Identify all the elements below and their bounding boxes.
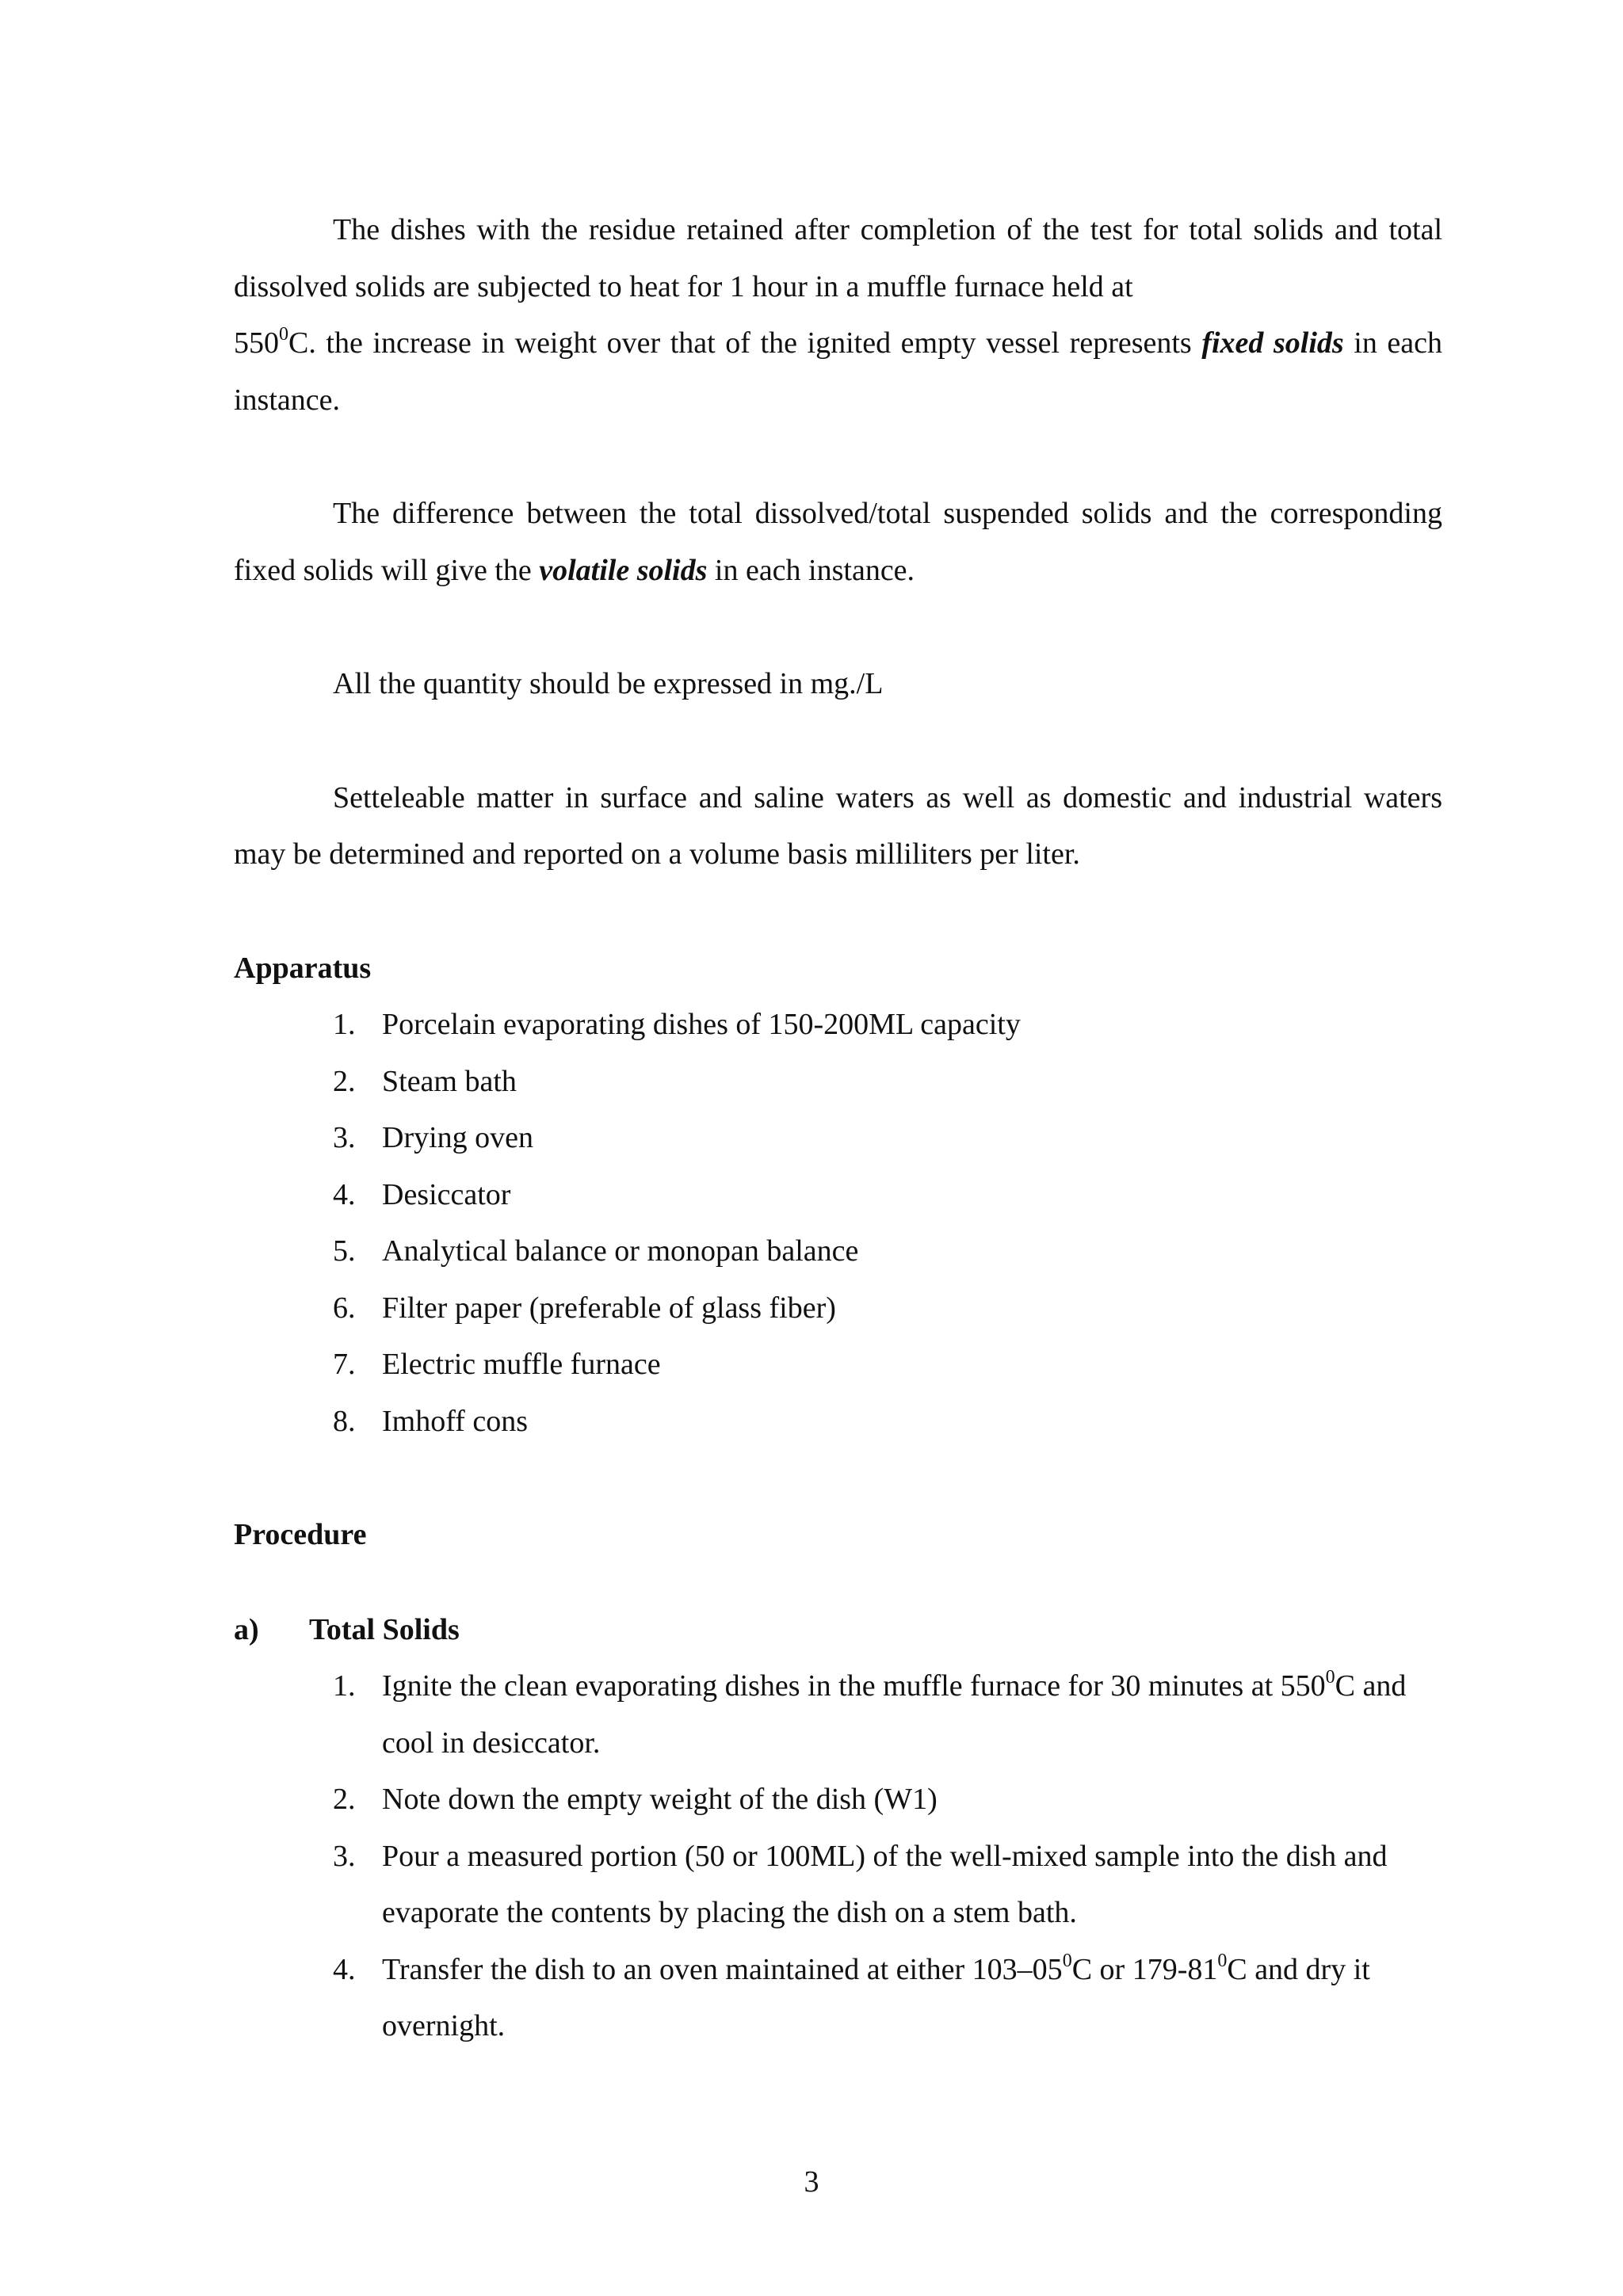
apparatus-heading: Apparatus [234, 951, 372, 985]
paragraph-settleable-matter: Setteleable matter in surface and saline waters as well as domestic and industrial waters may be determined and reported on a volume basis milliliters per liter. [234, 780, 1442, 871]
list-item-text: Note down the empty weight of the dish (W1) [382, 1783, 938, 1816]
list-number: 5. [333, 1234, 356, 1268]
step-text: Transfer the dish to an oven maintained at either 103–05 [382, 1952, 1063, 1986]
degree-superscript: 0 [1325, 1667, 1335, 1688]
page-content [234, 202, 1442, 2055]
emphasis-volatile-solids: volatile solids [539, 553, 708, 587]
list-item-text: Filter paper (preferable of glass fiber) [382, 1291, 836, 1325]
list-number: 2. [333, 1064, 356, 1098]
step-text: Ignite the clean evaporating dishes in the muffle furnace for 30 minutes at 550 [382, 1669, 1326, 1703]
list-item [333, 1054, 1442, 1111]
list-item-text: Pour a measured portion (50 or 100ML) of the well-mixed sample into the dish and evaporate the contents by placing the dish on a stem bath. [382, 1839, 1388, 1929]
list-number: 4. [333, 1952, 356, 1986]
list-number: 3. [333, 1121, 356, 1154]
list-item [333, 1167, 1442, 1224]
degree-superscript: 0 [1062, 1950, 1072, 1971]
list-item [333, 1772, 1442, 1829]
apparatus-list [234, 997, 1442, 1450]
list-number: 2. [333, 1783, 356, 1816]
list-item-text [382, 1942, 1442, 2055]
step-text: C and dry it overnight. [382, 1952, 1370, 2042]
procedure-heading: Procedure [234, 1518, 367, 1551]
section-total-solids-heading [234, 1602, 1442, 1659]
paragraph-fixed-solids [234, 202, 1442, 429]
list-number: 6. [333, 1291, 356, 1325]
step-text: C or 179-81 [1071, 1952, 1218, 1986]
list-item-text: Drying oven [382, 1121, 534, 1154]
list-item [333, 1942, 1442, 2055]
page-number: 3 [804, 2165, 819, 2199]
list-number: 7. [333, 1348, 356, 1381]
list-item [333, 1829, 1442, 1942]
list-number: 8. [333, 1404, 356, 1438]
list-number: 3. [333, 1839, 356, 1873]
section-title: Total Solids [309, 1612, 460, 1646]
paragraph-text: The difference between the total dissolved/total suspended solids and the corresponding fixed solids will give the [234, 497, 1442, 587]
list-item-text: Electric muffle furnace [382, 1348, 661, 1381]
list-item-text: Analytical balance or monopan balance [382, 1234, 859, 1268]
list-item [333, 1658, 1442, 1772]
list-item-text: Desiccator [382, 1177, 511, 1211]
list-number: 1. [333, 1669, 356, 1703]
paragraph-units: All the quantity should be expressed in mg./L [333, 667, 884, 700]
list-item [333, 1280, 1442, 1337]
list-item [333, 1223, 1442, 1280]
list-item-text: Porcelain evaporating dishes of 150-200ML capacity [382, 1008, 1021, 1041]
paragraph-text: The dishes with the residue retained after completion of the test for total solids and total dissolved solids are subjected to heat for 1 hour in a muffle furnace held at [234, 213, 1442, 303]
list-item [333, 997, 1442, 1054]
paragraph-text: C. the increase in weight over that of the ignited empty vessel represents [288, 326, 1202, 360]
list-item-text [382, 1658, 1442, 1772]
list-item [333, 1337, 1442, 1394]
emphasis-fixed-solids: fixed solids [1201, 326, 1344, 360]
list-number: 4. [333, 1177, 356, 1211]
degree-superscript: 0 [279, 324, 288, 345]
list-number: 1. [333, 1008, 356, 1041]
list-item-text: Imhoff cons [382, 1404, 528, 1438]
procedure-steps-list [234, 1658, 1442, 2055]
paragraph-volatile-solids [234, 486, 1442, 599]
list-item-text: Steam bath [382, 1064, 517, 1098]
degree-superscript: 0 [1217, 1950, 1228, 1971]
temperature-value: 550 [234, 326, 279, 360]
paragraph-text: in each instance. [707, 553, 915, 587]
step-text: C and cool in desiccator. [382, 1669, 1407, 1760]
section-marker: a) [234, 1612, 259, 1646]
list-item [333, 1394, 1442, 1451]
paragraph-text: in each instance. [234, 326, 1442, 417]
list-item [333, 1110, 1442, 1167]
